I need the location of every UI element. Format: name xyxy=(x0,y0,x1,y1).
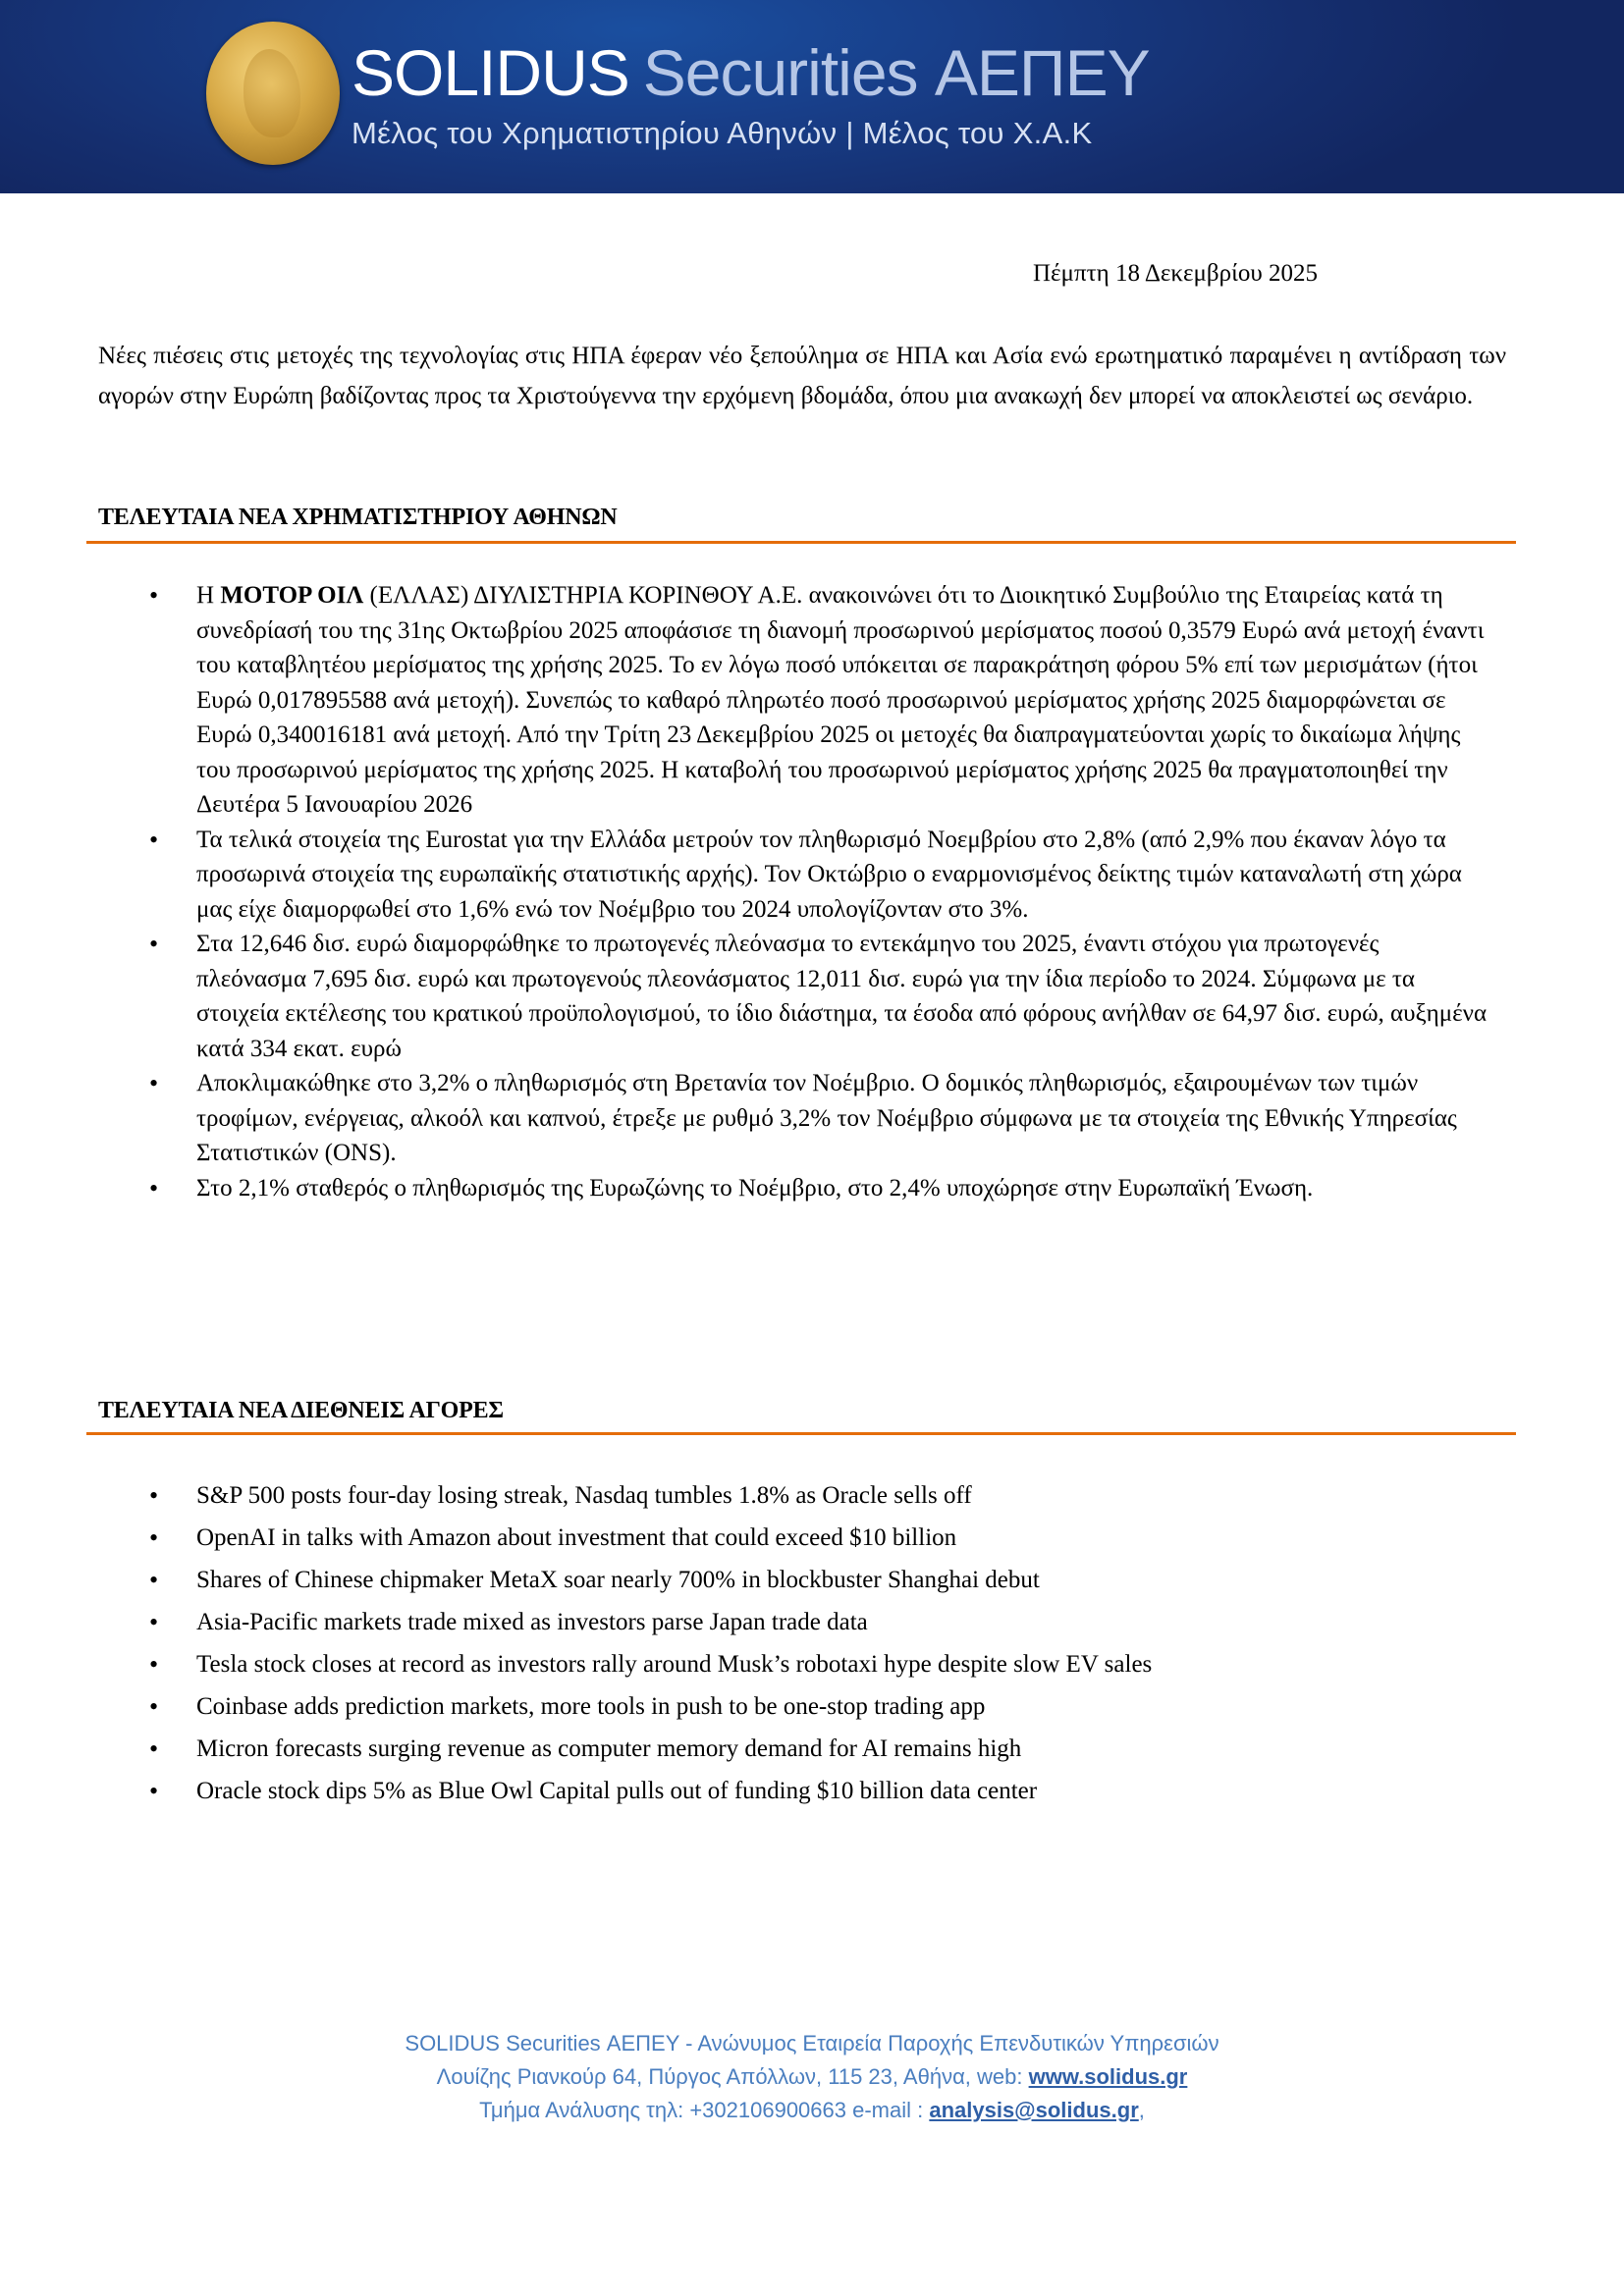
footer-contact: Τμήμα Ανάλυσης τηλ: +302106900663 e-mail : analysis@solidus.gr, xyxy=(479,2098,1145,2122)
list-item: • S&P 500 posts four-day losing streak, Nasdaq tumbles 1.8% as Oracle sells off xyxy=(98,1474,1492,1517)
header-banner xyxy=(0,0,1624,193)
section-title-athens: ΤΕΛΕΥΤΑΙΑ ΝΕΑ ΧΡΗΜΑΤΙΣΤΗΡΙΟΥ ΑΘΗΝΩΝ xyxy=(98,505,618,530)
list-item: • Στο 2,1% σταθερός ο πληθωρισμός της Ευρωζώνης το Νοέμβριο, στο 2,4% υποχώρησε στην Ευρωπαϊκή Ένωση. xyxy=(98,1171,1492,1206)
website-link[interactable]: www.solidus.gr xyxy=(1028,2064,1188,2089)
list-item: • Asia-Pacific markets trade mixed as investors parse Japan trade data xyxy=(98,1601,1492,1643)
list-item: • Oracle stock dips 5% as Blue Owl Capital pulls out of funding $10 billion data center xyxy=(98,1770,1492,1812)
list-item: • Αποκλιμακώθηκε στο 3,2% ο πληθωρισμός στη Βρετανία τον Νοέμβριο. Ο δομικός πληθωρισμός, εξαιρουμένων των τιμών τροφίμων, ενέργειας, αλκοόλ και καπνού, έτρεξε με ρυθμό 3,2% τον Νοέμβριο σύμφωνα με τα στοιχεία της Εθνικής Υπηρεσίας Στατιστικών (ONS). xyxy=(98,1066,1492,1171)
list-item: • Στα 12,646 δισ. ευρώ διαμορφώθηκε το πρωτογενές πλεόνασμα το εντεκάμηνο του 2025, έναντι στόχου για πρωτογενές πλεόνασμα 7,695 δισ. ευρώ και πρωτογενούς πλεονάσματος 12,011 δισ. ευρώ για την ίδια περίοδο το 2024. Σύμφωνα με τα στοιχεία εκτέλεσης του κρατικού προϋπολογισμού, το ίδιο διάστημα, τα έσοδα από φόρους ανήλθαν σε 64,97 δισ. ευρώ, αυξημένα κατά 334 εκατ. ευρώ xyxy=(98,927,1492,1066)
international-news-list xyxy=(98,1474,1492,1812)
athens-news-list xyxy=(98,578,1492,1205)
list-item: • Η ΜΟΤΟΡ ΟΙΛ (ΕΛΛΑΣ) ΔΙΥΛΙΣΤΗΡΙΑ ΚΟΡΙΝΘΟΥ Α.Ε. ανακοινώνει ότι το Διοικητικό Συμβούλιο της Εταιρείας κατά τη συνεδρίασή του της 31ης Οκτωβρίου 2025 αποφάσισε τη διανομή προσωρινού μερίσματος ποσού 0,3579 Ευρώ ανά μετοχή έναντι του καταβλητέου μερίσματος της χρήσης 2025. Το εν λόγω ποσό υπόκειται σε παρακράτηση φόρου 5% επί των μερισμάτων (ήτοι Ευρώ 0,017895588 ανά μετοχή). Συνεπώς το καθαρό πληρωτέο ποσό προσωρινού μερίσματος χρήσης 2025 διαμορφώνεται σε Ευρώ 0,340016181 ανά μετοχή. Από την Τρίτη 23 Δεκεμβρίου 2025 οι μετοχές θα διαπραγματεύονται χωρίς το δικαίωμα λήψης του προσωρινού μερίσματος της χρήσης 2025. Η καταβολή του προσωρινού μερίσματος χρήσης 2025 θα πραγματοποιηθεί την Δευτέρα 5 Ιανουαρίου 2026 xyxy=(98,578,1492,823)
list-item: • Τα τελικά στοιχεία της Eurostat για την Ελλάδα μετρούν τον πληθωρισμό Νοεμβρίου στο 2,8% (από 2,9% που έκαναν λόγο τα προσωρινά στοιχεία της ευρωπαϊκής στατιστικής αρχής). Τον Οκτώβριο ο εναρμονισμένος δείκτης τιμών καταναλωτή στη χώρα μας είχε διαμορφωθεί στο 1,6% ενώ τον Νοέμβριο του 2024 υπολογίζονταν στο 3%. xyxy=(98,823,1492,928)
section-title-international: ΤΕΛΕΥΤΑΙΑ ΝΕΑ ΔΙΕΘΝΕΙΣ ΑΓΟΡΕΣ xyxy=(98,1398,504,1423)
list-item: • OpenAI in talks with Amazon about investment that could exceed $10 billion xyxy=(98,1517,1492,1559)
brand-logo-text xyxy=(352,37,1150,108)
footer-address: Λουίζης Ριανκούρ 64, Πύργος Απόλλων, 115 23, Αθήνα, web: www.solidus.gr xyxy=(436,2064,1188,2089)
section-divider-athens xyxy=(86,541,1516,544)
page-footer xyxy=(0,2027,1624,2127)
email-link[interactable]: analysis@solidus.gr xyxy=(929,2098,1139,2122)
list-item: • Micron forecasts surging revenue as computer memory demand for AI remains high xyxy=(98,1728,1492,1770)
section-divider-international xyxy=(86,1432,1516,1435)
brand-name: SOLIDUS xyxy=(352,36,629,109)
brand-suffix: Securities ΑΕΠΕΥ xyxy=(642,36,1150,109)
report-date: Πέμπτη 18 Δεκεμβρίου 2025 xyxy=(1033,260,1318,287)
list-item: • Shares of Chinese chipmaker MetaX soar nearly 700% in blockbuster Shanghai debut xyxy=(98,1559,1492,1601)
footer-company: SOLIDUS Securities ΑΕΠΕΥ - Ανώνυμος Εταιρεία Παροχής Επενδυτικών Υπηρεσιών xyxy=(405,2031,1219,2056)
list-item: • Coinbase adds prediction markets, more tools in push to be one-stop trading app xyxy=(98,1685,1492,1728)
gold-coin-profile-icon xyxy=(206,22,340,165)
company-name: ΜΟΤΟΡ ΟΙΛ xyxy=(220,582,364,609)
brand-subtitle: Μέλος του Χρηματιστηρίου Αθηνών | Μέλος του Χ.Α.Κ xyxy=(352,116,1093,150)
coin-head-relief xyxy=(244,49,300,137)
intro-paragraph: Νέες πιέσεις στις μετοχές της τεχνολογίας στις ΗΠΑ έφεραν νέο ξεπούλημα σε ΗΠΑ και Ασία ενώ ερωτηματικό παραμένει η αντίδραση των αγορών στην Ευρώπη βαδίζοντας προς τα Χριστούγεννα την ερχόμενη βδομάδα, όπου μια ανακωχή δεν μπορεί να αποκλειστεί ως σενάριο. xyxy=(98,343,1506,409)
list-item: • Tesla stock closes at record as investors rally around Musk’s robotaxi hype despite slow EV sales xyxy=(98,1643,1492,1685)
